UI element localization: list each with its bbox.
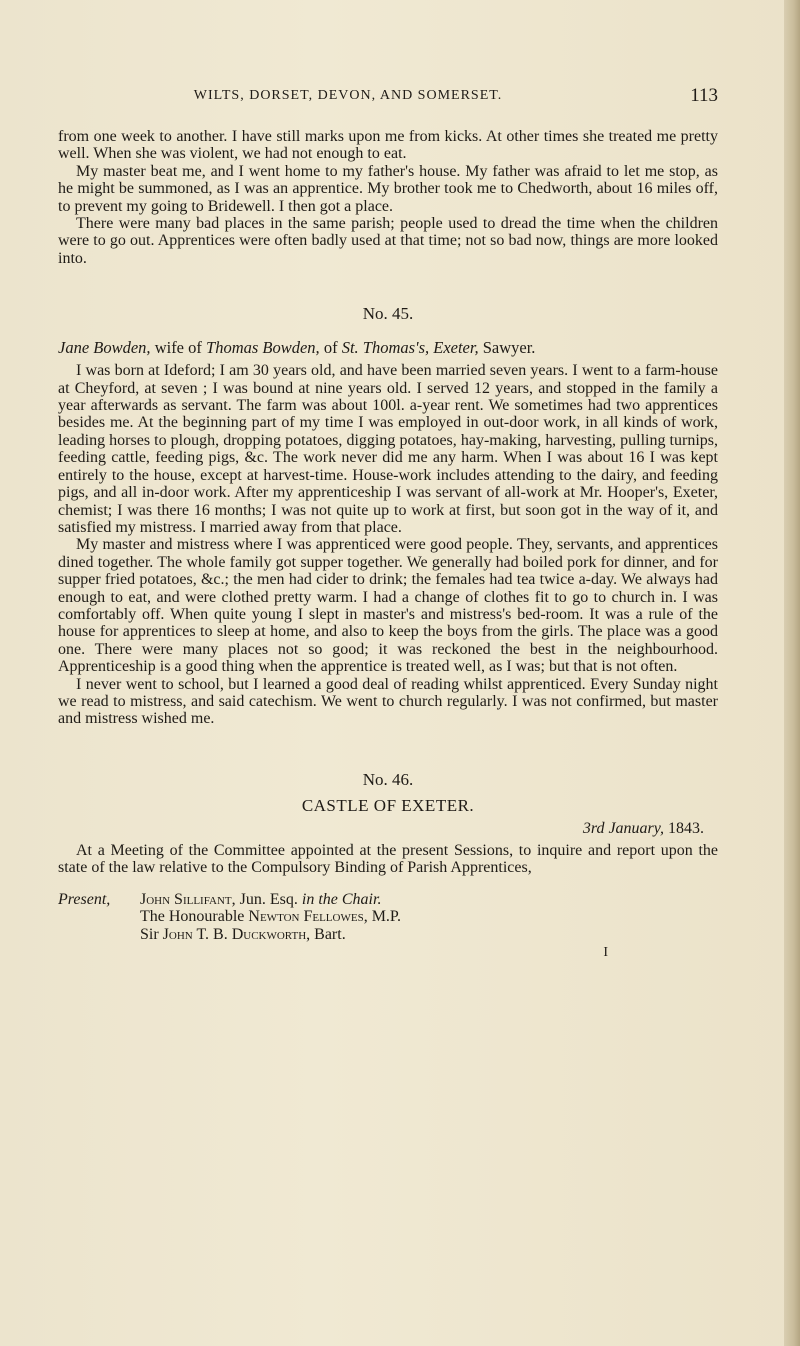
- entry-number: No. 45.: [362, 304, 414, 324]
- page-number: 113: [690, 85, 718, 106]
- witness-name: Jane Bowden,: [58, 338, 151, 358]
- paragraph: I was born at Ideford; I am 30 years old, and have been married seven years. I went to a farm-house at Cheyford, at seven ; I was bound at nine years old. I served 12 years, and stopped in the family a year afterwards as servant. The farm was about 100l. a-year rent. We sometimes had two apprentices besides me. At the beginning part of my time I was employed in out-door work, in all kinds of work, leading horses to plough, dropping potatoes, digging potatoes, hay-making, harvesting, pulling turnips, feeding cattle, feeding pigs, &c. The work never did me any harm. When I was about 16 I was kept entirely to the house, except at harvest-time. House-work includes attending to the dairy, and feeding pigs, and all in-door work. After my apprenticeship I was servant of all-work at Mr. Hooper's, Exeter, chemist; I was there 16 months; I was not quite up to work at first, but soon got in the way of it, and satisfied my mistress. I married away from that place.: [58, 362, 718, 536]
- page-header: [58, 85, 718, 112]
- paragraph: I never went to school, but I learned a good deal of reading whilst apprenticed. Every Sunday night we read to mistress, and said catechism. We went to church regularly. I was not confirmed, but master and mistress wished me.: [58, 675, 718, 728]
- meeting-paragraph: At a Meeting of the Committee appointed at the present Sessions, to inquire and report upon the state of the law relative to the Compulsory Binding of Parish Apprentices,: [58, 841, 718, 877]
- witness-place: St. Thomas's, Exeter,: [341, 338, 479, 358]
- signature-mark: I: [603, 945, 608, 961]
- section-heading: CASTLE OF EXETER.: [301, 795, 475, 815]
- present-list: [58, 891, 718, 944]
- husband-name: Thomas Bowden,: [206, 338, 320, 358]
- paragraph: My master beat me, and I went home to my father's house. My father was afraid to let me stop, as he might be summoned, as I was an apprentice. My brother took me to Chedworth, about 16 miles off, to prevent my going to Bridewell. I then got a place.: [58, 162, 718, 215]
- present-label: Present,: [58, 890, 111, 908]
- member-line: John Sillifant, Jun. Esq. in the Chair.: [140, 890, 382, 908]
- page-edge: [784, 0, 800, 1346]
- paragraph: from one week to another. I have still marks upon me from kicks. At other times she treated me pretty well. When she was violent, we had not enough to eat.: [58, 128, 718, 163]
- entry-number: No. 46.: [362, 769, 414, 789]
- running-head: WILTS, DORSET, DEVON, AND SOMERSET.: [193, 88, 503, 103]
- member-line: The Honourable Newton Fellowes, M.P.: [140, 908, 402, 926]
- witness-occupation: Sawyer.: [478, 338, 536, 358]
- witness-heading: Jane Bowden, wife of Thomas Bowden, of St. Thomas's, Exeter, Sawyer.: [58, 338, 536, 358]
- page-body: [58, 128, 718, 961]
- member-line: Sir John T. B. Duckworth, Bart.: [140, 925, 346, 943]
- member-name: John Sillifant,: [140, 890, 236, 908]
- paragraph: My master and mistress where I was apprenticed were good people. They, servants, and apprentices dined together. The whole family got supper together. We generally had boiled pork for dinner, and for supper fried potatoes, &c.; the men had cider to drink; the females had tea twice a-day. We always had enough to eat, and were clothed pretty warm. I had a change of clothes fit to go to church in. I was comfortably off. When quite young I slept in master's and mistress's bed-room. It was a rule of the house for apprentices to sleep at home, and also to keep the boys from the girls. The place was a good one. There were many places not so good; it was reckoned the best in the neighbourhood. Apprenticeship is a good thing when the apprentice is treated well, as I was; but that is not often.: [58, 536, 718, 676]
- meeting-date: 3rd January, 1843.: [582, 819, 704, 837]
- member-role: in the Chair.: [301, 890, 382, 908]
- member-name: Newton Fellowes,: [248, 908, 368, 926]
- paragraph: There were many bad places in the same parish; people used to dread the time when the children were to go out. Apprentices were often badly used at that time; not so bad now, things are more looked into.: [58, 215, 718, 267]
- member-name: John T. B. Duckworth,: [162, 925, 311, 943]
